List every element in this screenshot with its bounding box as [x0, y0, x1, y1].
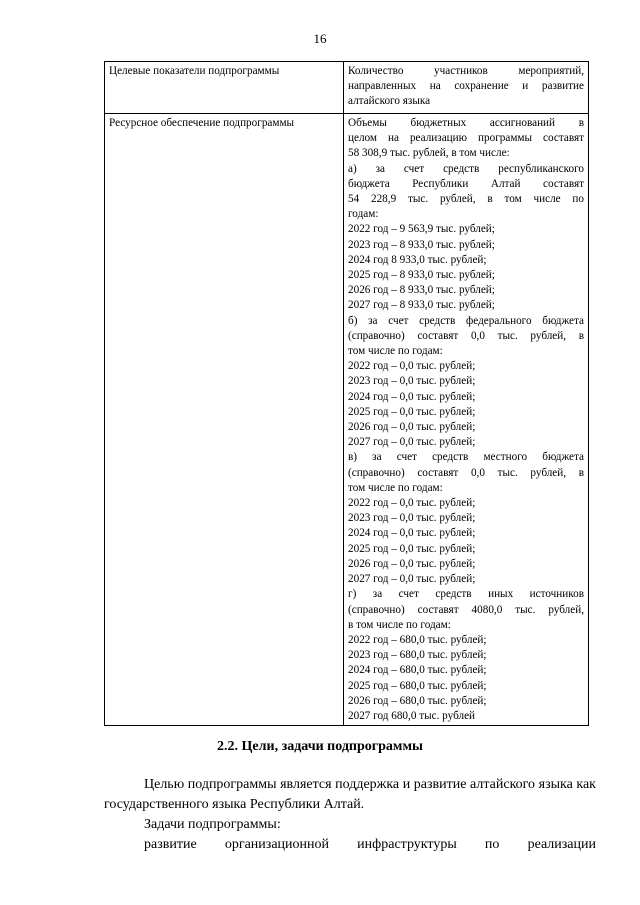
row-label: Целевые показатели подпрограммы	[105, 62, 344, 114]
cell-line: 2023 год – 0,0 тыс. рублей;	[348, 512, 476, 525]
cell-line: 2022 год – 0,0 тыс. рублей;	[348, 497, 476, 510]
cell-line: 2022 год – 9 563,9 тыс. рублей;	[348, 223, 495, 236]
cell-line: в) за счет средств местного бюджета	[348, 451, 584, 464]
cell-line: 2025 год – 680,0 тыс. рублей;	[348, 679, 487, 692]
cell-line: (справочно) составят 0,0 тыс. рублей, в	[348, 466, 584, 479]
cell-line: 2027 год – 0,0 тыс. рублей;	[348, 573, 476, 586]
task-line: развитие организационной инфраструктуры по реализации	[144, 837, 596, 852]
cell-line: 2025 год – 0,0 тыс. рублей;	[348, 405, 476, 418]
cell-line: 2026 год – 0,0 тыс. рублей;	[348, 557, 476, 570]
row-label: Ресурсное обеспечение подпрограммы	[105, 114, 344, 726]
cell-line: направленных на сохранение и развитие	[348, 80, 584, 93]
cell-line: в том числе по годам:	[348, 618, 451, 631]
table-row	[105, 114, 589, 726]
cell-line: 2023 год – 680,0 тыс. рублей;	[348, 649, 487, 662]
cell-line: 2024 год – 0,0 тыс. рублей;	[348, 390, 476, 403]
cell-line: 2025 год – 8 933,0 тыс. рублей;	[348, 269, 495, 282]
cell-line: том числе по годам:	[348, 481, 443, 494]
cell-line: том числе по годам:	[348, 345, 443, 358]
cell-line: алтайского языка	[348, 95, 431, 108]
cell-line: 2024 год – 0,0 тыс. рублей;	[348, 527, 476, 540]
cell-line: Объемы бюджетных ассигнований в	[348, 117, 584, 129]
cell-line: 2026 год – 0,0 тыс. рублей;	[348, 421, 476, 434]
section-body	[104, 775, 596, 855]
cell-line: б) за счет средств федерального бюджета	[348, 314, 584, 327]
tasks-label: Задачи подпрограммы:	[144, 817, 281, 832]
cell-line: 2025 год – 0,0 тыс. рублей;	[348, 542, 476, 555]
section-heading: 2.2. Цели, задачи подпрограммы	[217, 739, 423, 754]
cell-line: (справочно) составят 0,0 тыс. рублей, в	[348, 329, 584, 342]
cell-line: 54 228,9 тыс. рублей, в том числе по	[348, 193, 584, 206]
cell-line: 2024 год 8 933,0 тыс. рублей;	[348, 253, 487, 266]
subprogram-passport-table	[104, 61, 589, 726]
cell-line: (справочно) составят 4080,0 тыс. рублей,	[348, 603, 584, 616]
cell-line: 2022 год – 0,0 тыс. рублей;	[348, 360, 476, 373]
page-number: 16	[313, 31, 327, 46]
cell-line: бюджета Республики Алтай составят	[348, 177, 584, 190]
cell-line: годам:	[348, 208, 379, 221]
row-value	[344, 62, 589, 114]
cell-line: а) за счет средств республиканского	[348, 162, 584, 175]
row-value	[344, 114, 589, 726]
cell-line: целом на реализацию программы составят	[348, 132, 584, 145]
cell-line: 58 308,9 тыс. рублей, в том числе:	[348, 147, 510, 160]
cell-line: 2027 год – 0,0 тыс. рублей;	[348, 436, 476, 449]
cell-line: 2027 год – 8 933,0 тыс. рублей;	[348, 299, 495, 312]
cell-line: 2024 год – 680,0 тыс. рублей;	[348, 664, 487, 677]
cell-line: г) за счет средств иных источников	[348, 588, 584, 601]
cell-line: 2022 год – 680,0 тыс. рублей;	[348, 633, 487, 646]
table-row	[105, 62, 589, 114]
cell-line: 2026 год – 8 933,0 тыс. рублей;	[348, 284, 495, 297]
cell-line: Количество участников мероприятий,	[348, 65, 584, 77]
cell-line: 2027 год 680,0 тыс. рублей	[348, 709, 476, 722]
cell-line: 2023 год – 8 933,0 тыс. рублей;	[348, 238, 495, 251]
cell-line: 2026 год – 680,0 тыс. рублей;	[348, 694, 487, 707]
cell-line: 2023 год – 0,0 тыс. рублей;	[348, 375, 476, 388]
goal-paragraph: Целью подпрограммы является поддержка и развитие алтайского языка как государственного языка Республики Алтай.	[104, 777, 596, 812]
